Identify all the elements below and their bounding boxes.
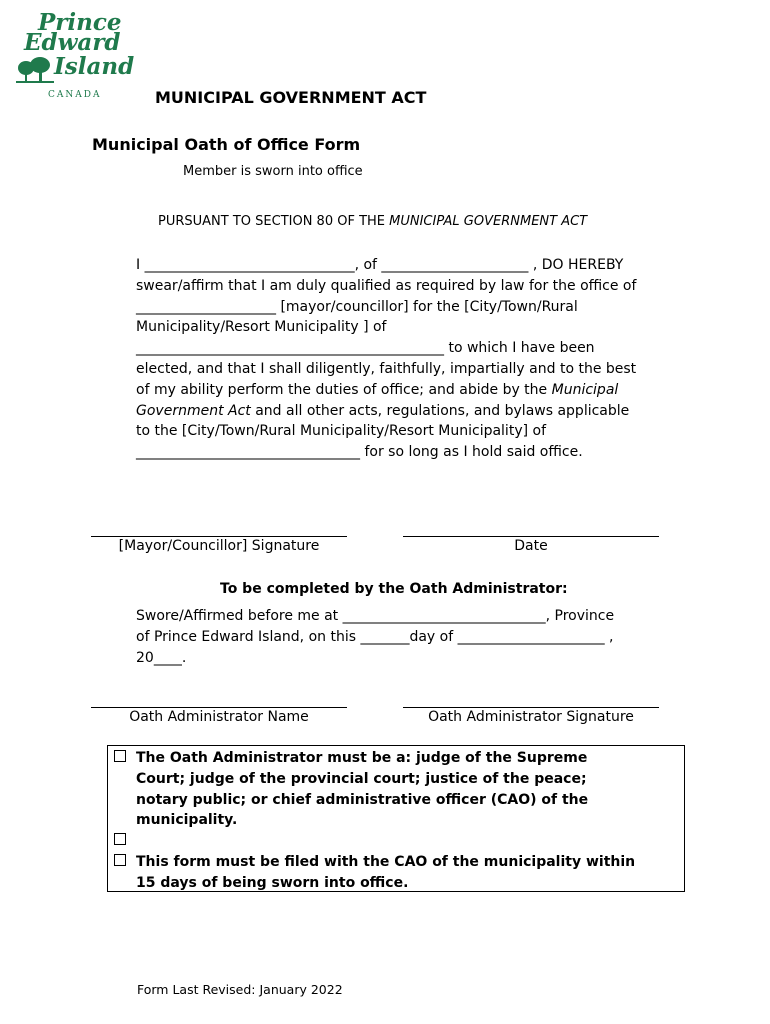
oath-line — [136, 401, 696, 422]
checkbox-icon[interactable] — [114, 833, 126, 845]
administrator-line: 20____. — [136, 649, 187, 666]
pursuant-prefix: PURSUANT TO SECTION 80 OF THE — [158, 214, 390, 229]
logo-country: CANADA — [48, 90, 102, 100]
oath-line: swear/affirm that I am duly qualified as required by law for the office of — [136, 277, 637, 294]
note-text: 15 days of being sworn into office. — [136, 874, 409, 891]
note-text: notary public; or chief administrative officer (CAO) of the — [136, 791, 589, 808]
pursuant-line — [158, 214, 587, 229]
oath-text: and all other acts, regulations, and bylaws applicable — [250, 402, 630, 419]
note-text: The Oath Administrator must be a: judge of the Supreme — [136, 750, 588, 766]
oath-line — [136, 380, 696, 401]
checkbox-icon[interactable] — [114, 854, 126, 866]
oath-text: of my ability perform the duties of office; and abide by the — [136, 381, 552, 398]
administrator-paragraph — [136, 606, 696, 668]
tree-icon — [16, 56, 56, 86]
date-line[interactable] — [403, 536, 659, 537]
note-item — [114, 852, 680, 894]
form-title: Municipal Oath of Office Form — [92, 135, 361, 154]
oath-line: elected, and that I shall diligently, faithfully, impartially and to the best — [136, 360, 637, 377]
oath-line: ____________________ [mayor/councillor] for the [City/Town/Rural — [136, 298, 578, 315]
oath-line: Municipality/Resort Municipality ] of — [136, 319, 387, 336]
oath-line: I ______________________________, of _____________________ , DO HEREBY — [136, 257, 624, 273]
administrator-heading: To be completed by the Oath Administrator: — [220, 581, 568, 597]
checkbox-icon[interactable] — [114, 750, 126, 762]
notes-list — [114, 748, 680, 894]
oath-line: ________________________________ for so long as I hold said office. — [136, 444, 583, 461]
member-signature-line[interactable] — [91, 536, 347, 537]
act-title: MUNICIPAL GOVERNMENT ACT — [155, 88, 427, 107]
note-text: municipality. — [136, 812, 238, 829]
date-label: Date — [514, 538, 548, 554]
note-item — [114, 748, 680, 831]
administrator-signature-label: Oath Administrator Signature — [428, 709, 634, 725]
oath-line: ____________________________________________ to which I have been — [136, 340, 595, 357]
act-name-italic: Municipal — [551, 381, 619, 398]
administrator-line: Swore/Affirmed before me at _____________________________, Province — [136, 608, 615, 624]
member-signature-label: [Mayor/Councillor] Signature — [118, 538, 320, 554]
act-name-italic: Government Act — [136, 402, 251, 419]
revision-date: Form Last Revised: January 2022 — [137, 982, 343, 997]
oath-line: to the [City/Town/Rural Municipality/Resort Municipality] of — [136, 423, 547, 440]
note-text: Court; judge of the provincial court; justice of the peace; — [136, 770, 587, 787]
logo-line-island: Island — [54, 53, 135, 80]
note-text: This form must be filed with the CAO of the municipality within — [136, 853, 636, 870]
pursuant-act: MUNICIPAL GOVERNMENT ACT — [389, 214, 588, 229]
note-item-empty — [114, 831, 680, 852]
logo-line-prince: Prince — [38, 9, 122, 36]
administrator-name-line[interactable] — [91, 707, 347, 708]
administrator-line: of Prince Edward Island, on this _______day of _____________________ , — [136, 628, 614, 645]
pei-logo — [14, 10, 138, 106]
logo-line-edward: Edward — [24, 29, 121, 56]
oath-paragraph — [136, 255, 696, 463]
administrator-signature-line[interactable] — [403, 707, 659, 708]
administrator-name-label: Oath Administrator Name — [129, 709, 309, 725]
form-description: Member is sworn into office — [183, 164, 363, 179]
